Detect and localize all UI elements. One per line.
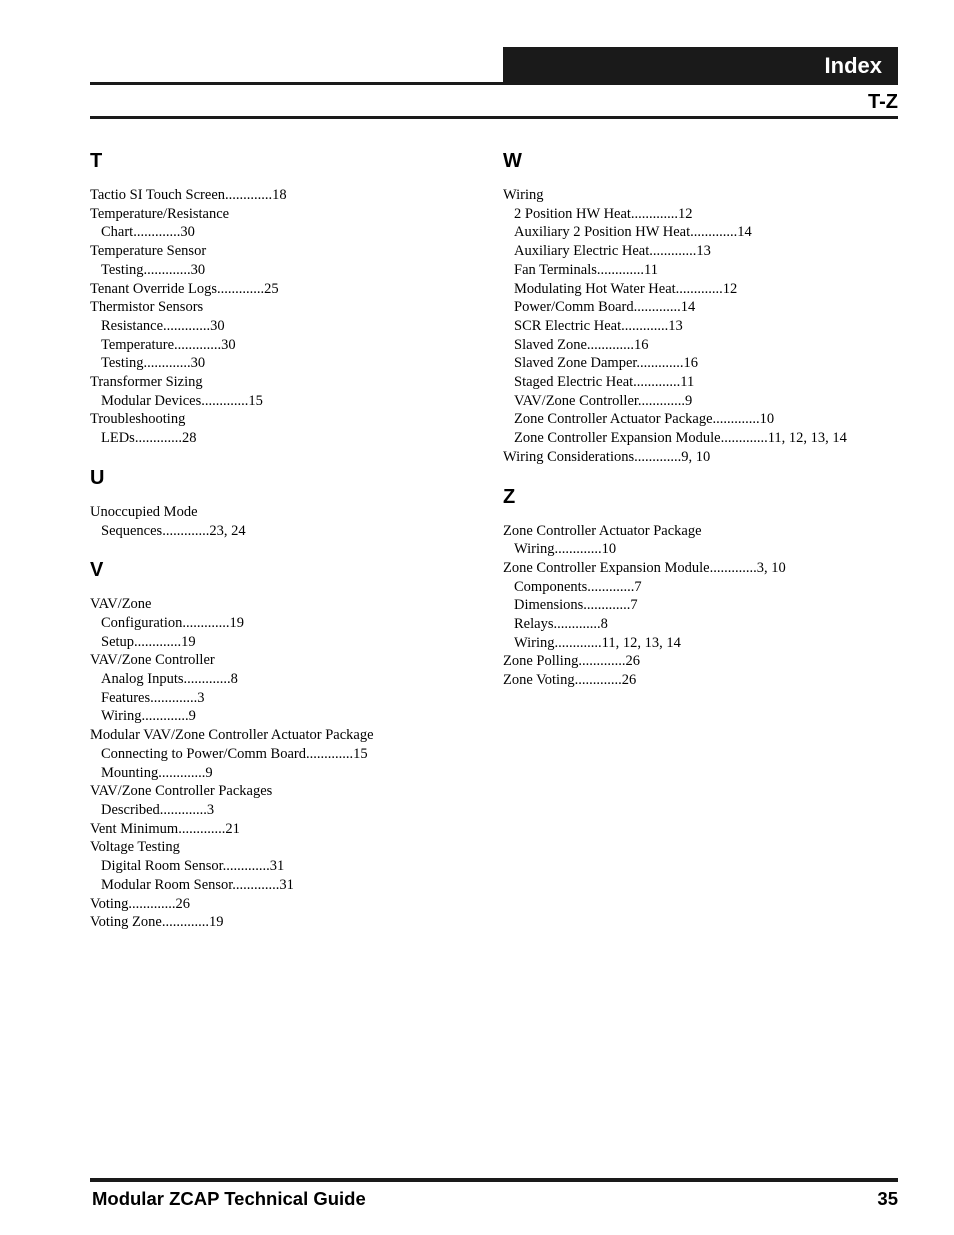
- index-letter-heading: W: [503, 150, 522, 172]
- index-entry: Transformer Sizing: [90, 374, 203, 391]
- index-letter-heading: T: [90, 150, 103, 172]
- index-subentry: Staged Electric Heat.............11: [514, 374, 695, 391]
- index-subentry: SCR Electric Heat.............13: [514, 317, 683, 334]
- header-bar: [503, 47, 898, 83]
- index-subentry: Zone Controller Actuator Package.............10: [514, 411, 775, 428]
- index-subentry: Slaved Zone Damper.............16: [514, 355, 699, 372]
- index-subentry: Wiring.............9: [101, 708, 196, 725]
- index-entry: Zone Polling.............26: [503, 653, 640, 670]
- footer-rule: [90, 1178, 898, 1182]
- index-subentry: Resistance.............30: [101, 317, 225, 334]
- index-entry: Zone Controller Expansion Module.............3, 10: [503, 559, 786, 576]
- index-group: [90, 465, 490, 540]
- index-subentry: Temperature.............30: [101, 336, 236, 353]
- header-title: Index: [824, 53, 882, 78]
- index-entry: Temperature Sensor: [90, 243, 207, 260]
- index-subentry: Fan Terminals.............11: [514, 261, 658, 278]
- index-subentry: Testing.............30: [101, 355, 206, 372]
- index-subentry: Modular Devices.............15: [101, 392, 263, 409]
- index-subentry: Auxiliary Electric Heat.............13: [514, 243, 711, 260]
- index-subentry: Wiring.............11, 12, 13, 14: [514, 634, 681, 651]
- index-subentry: 2 Position HW Heat.............12: [514, 205, 693, 222]
- index-entry: Zone Voting.............26: [503, 672, 637, 689]
- index-subentry: VAV/Zone Controller.............9: [514, 392, 693, 409]
- footer-title: Modular ZCAP Technical Guide: [92, 1188, 366, 1209]
- index-subentry: Connecting to Power/Comm Board.............15: [101, 745, 368, 762]
- index-subentry: Dimensions.............7: [514, 597, 638, 614]
- index-subentry: Chart.............30: [101, 224, 195, 241]
- index-entry: VAV/Zone Controller Packages: [90, 783, 273, 800]
- index-letter-heading: U: [90, 466, 105, 489]
- index-entry: Wiring Considerations.............9, 10: [503, 448, 711, 465]
- index-subentry: Sequences.............23, 24: [101, 522, 246, 539]
- index-entry: Temperature/Resistance: [90, 205, 230, 222]
- index-entry: Thermistor Sensors: [90, 299, 204, 316]
- section-range: T-Z: [868, 91, 898, 113]
- index-subentry: Auxiliary 2 Position HW Heat.............14: [514, 224, 752, 241]
- index-subentry: Analog Inputs.............8: [101, 671, 238, 688]
- index-subentry: Modulating Hot Water Heat.............12: [514, 280, 738, 297]
- header-rule: [90, 82, 898, 85]
- index-subentry: Configuration.............19: [101, 614, 244, 631]
- index-subentry: Described.............3: [101, 801, 215, 818]
- index-entry: VAV/Zone: [90, 596, 152, 613]
- index-entry: Tactio SI Touch Screen.............18: [90, 187, 287, 203]
- index-entry: Modular VAV/Zone Controller Actuator Package: [90, 727, 374, 744]
- index-entry: Wiring: [503, 187, 544, 203]
- index-group: [503, 148, 903, 467]
- index-entry: Troubleshooting: [90, 411, 186, 428]
- index-subentry: Digital Room Sensor.............31: [101, 858, 285, 875]
- index-subentry: Mounting.............9: [101, 764, 213, 781]
- index-subentry: Relays.............8: [514, 616, 608, 633]
- index-entry: Zone Controller Actuator Package: [503, 522, 702, 539]
- index-entry: VAV/Zone Controller: [90, 652, 215, 669]
- index-entry: Vent Minimum.............21: [90, 820, 240, 837]
- index-group: [503, 484, 903, 690]
- page-number: 35: [877, 1188, 898, 1209]
- index-subentry: Testing.............30: [101, 261, 206, 278]
- index-entry: Unoccupied Mode: [90, 503, 198, 520]
- index-subentry: Zone Controller Expansion Module.............11, 12, 13, 14: [514, 430, 847, 447]
- index-column-left: [90, 148, 490, 949]
- index-group: [90, 148, 490, 448]
- index-entry: Voltage Testing: [90, 839, 180, 856]
- index-column-right: [503, 148, 903, 707]
- index-entry: Voting Zone.............19: [90, 914, 224, 931]
- index-subentry: Wiring.............10: [514, 541, 617, 558]
- index-letter-heading: Z: [503, 485, 516, 508]
- index-subentry: Modular Room Sensor.............31: [101, 876, 294, 893]
- index-subentry: Power/Comm Board.............14: [514, 299, 696, 316]
- index-subentry: Components.............7: [514, 578, 642, 595]
- index-entry: Tenant Override Logs.............25: [90, 280, 279, 297]
- index-subentry: Slaved Zone.............16: [514, 336, 649, 353]
- index-group: [90, 557, 490, 932]
- index-subentry: Setup.............19: [101, 633, 196, 650]
- section-rule: [90, 116, 898, 119]
- index-subentry: LEDs.............28: [101, 430, 197, 447]
- index-subentry: Features.............3: [101, 689, 205, 706]
- index-letter-heading: V: [90, 559, 104, 582]
- index-entry: Voting.............26: [90, 895, 191, 912]
